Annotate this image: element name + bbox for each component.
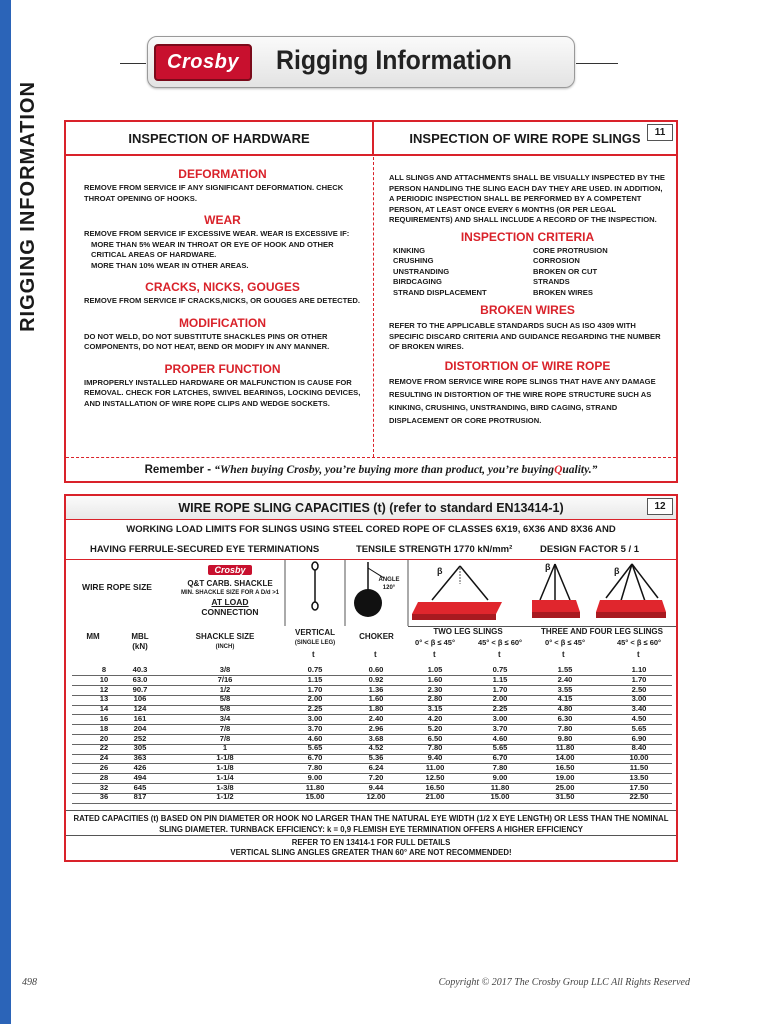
wll-description: WORKING LOAD LIMITS FOR SLINGS USING STEEL CORED ROPE OF CLASSES 6X19, 6X36 AND 8X36 AND HAVING FERRULE-SECURED EYE TERMINATIONS TENSILE STRENGTH 1770 kN/mm² DESIGN FACTOR 5 / 1 xyxy=(66,520,676,560)
table-cell: 10 xyxy=(99,674,109,684)
table-cell: 6.50 xyxy=(427,733,443,743)
wear-item-2: MORE THAN 10% WEAR IN OTHER AREAS. xyxy=(91,260,249,270)
table-cell: 5.36 xyxy=(368,753,384,763)
table-cell: 252 xyxy=(133,733,147,743)
shackle-header: Crosby Q&T CARB. SHACKLE MIN. SHACKLE SIZE FOR A D/d >1 AT LOAD CONNECTION xyxy=(180,565,280,617)
table-cell: 20 xyxy=(99,733,109,743)
table-cell: 204 xyxy=(133,723,147,733)
table-cell: 817 xyxy=(133,792,147,802)
table-cell: 6.24 xyxy=(368,763,384,772)
cracks-title: CRACKS, NICKS, GOUGES xyxy=(145,280,300,294)
col-shackle-size: SHACKLE SIZE (INCH) xyxy=(195,632,255,650)
table-cell: 14 xyxy=(99,704,109,714)
table-cell: 2.40 xyxy=(368,714,384,723)
table-cell: 2.96 xyxy=(368,723,384,733)
table-cell: 106 xyxy=(133,694,147,704)
table-cell: 21.00 xyxy=(425,792,445,802)
range-four-low: 0° < β ≤ 45° xyxy=(545,638,585,647)
table-cell: 7/16 xyxy=(217,674,233,684)
criteria-item: CORE PROTRUSION xyxy=(533,245,608,255)
table-cell: 22 xyxy=(99,743,109,753)
table-cell: 16 xyxy=(99,714,109,723)
unit-t: t xyxy=(433,650,436,659)
col-two-leg: TWO LEG SLINGS xyxy=(433,627,503,636)
proper-function-text: IMPROPERLY INSTALLED HARDWARE OR MALFUNCTION IS CAUSE FOR REMOVAL. CHECK FOR LATCHES, SWIVEL BEARINGS, LOCKING DEVICES, AND INSTALLATION OF WIRE ROPE CLIPS AND WEDGE SOCKETS. xyxy=(84,377,361,408)
modification-text: DO NOT WELD, DO NOT SUBSTITUTE SHACKLES PINS OR OTHER COMPONENTS, DO NOT HEAT, BEND OR MODIFY IN ANY MANNER. xyxy=(84,331,330,351)
table-row xyxy=(66,784,676,793)
panel-number: 12 xyxy=(647,498,673,515)
header-banner xyxy=(147,36,575,88)
table-cell: 1.10 xyxy=(631,665,647,674)
table-cell: 0.92 xyxy=(368,674,384,684)
table-cell: 90.7 xyxy=(132,684,148,694)
table-cell: 11.80 xyxy=(305,782,325,792)
criteria-item: BIRDCAGING xyxy=(393,277,442,286)
inspection-panel xyxy=(64,120,678,483)
table-row xyxy=(66,695,676,704)
table-cell: 2.25 xyxy=(492,704,508,714)
table-cell: 1-3/8 xyxy=(216,782,234,792)
table-cell: 63.0 xyxy=(132,674,148,684)
table-cell: 494 xyxy=(133,772,147,782)
table-cell: 3.00 xyxy=(307,714,323,723)
table-cell: 2.80 xyxy=(427,694,443,704)
table-cell: 4.50 xyxy=(631,714,647,723)
table-cell: 7.80 xyxy=(307,763,323,772)
three-leg-sling-icon xyxy=(532,564,580,618)
table-cell: 9.44 xyxy=(368,782,384,792)
header-rule-right xyxy=(576,63,618,64)
table-cell: 22.50 xyxy=(629,792,649,802)
wear-title: WEAR xyxy=(204,213,241,227)
vertical-sling-icon xyxy=(312,562,318,610)
table-row xyxy=(66,735,676,744)
table-cell: 3/4 xyxy=(219,714,231,723)
remember-line: Remember - “When buying Crosby, you’re buying more than product, you’re buying Q uality.” xyxy=(66,457,676,481)
table-cell: 1.70 xyxy=(492,684,508,694)
unit-t: t xyxy=(498,650,501,659)
table-cell: 1/2 xyxy=(219,684,231,694)
beta-symbol: β xyxy=(437,566,443,576)
crosby-logo: Crosby xyxy=(154,44,252,81)
table-cell: 4.60 xyxy=(492,733,508,743)
table-cell: 32 xyxy=(99,782,109,792)
table-cell: 11.80 xyxy=(490,782,510,792)
table-cell: 15.00 xyxy=(490,792,510,802)
table-cell: 1.70 xyxy=(631,674,647,684)
table-cell: 2.25 xyxy=(307,704,323,714)
table-cell: 426 xyxy=(133,763,147,772)
table-cell: 1.15 xyxy=(307,674,323,684)
table-cell: 9.40 xyxy=(427,753,443,763)
capacities-panel xyxy=(64,494,678,862)
wear-text: REMOVE FROM SERVICE IF EXCESSIVE WEAR. WEAR IS EXCESSIVE IF: xyxy=(84,229,350,238)
table-cell: 3.55 xyxy=(557,684,573,694)
unit-t: t xyxy=(312,650,315,659)
table-row xyxy=(66,764,676,773)
distortion-title: DISTORTION OF WIRE ROPE xyxy=(444,358,611,373)
hardware-heading: INSPECTION OF HARDWARE xyxy=(66,122,374,156)
table-cell: 1.05 xyxy=(427,665,443,674)
table-cell: 10.00 xyxy=(629,753,649,763)
table-cell: 6.70 xyxy=(492,753,508,763)
table-cell: 25.00 xyxy=(555,782,575,792)
modification-title: MODIFICATION xyxy=(178,315,267,330)
criteria-item: CRUSHING xyxy=(393,256,434,265)
table-cell: 2.00 xyxy=(492,694,508,704)
unit-t: t xyxy=(637,650,640,659)
table-cell: 3.68 xyxy=(368,733,384,743)
table-cell: 7.80 xyxy=(427,743,443,753)
criteria-item: BROKEN WIRES xyxy=(533,287,593,297)
table-cell: 1.70 xyxy=(307,684,323,694)
table-cell: 161 xyxy=(133,714,147,723)
table-cell: 3/8 xyxy=(219,665,231,674)
deformation-text: REMOVE FROM SERVICE IF ANY SIGNIFICANT DEFORMATION. CHECK THROAT OPENING OF HOOKS. xyxy=(84,183,344,203)
table-cell: 6.90 xyxy=(631,733,647,743)
table-cell: 0.60 xyxy=(368,665,384,674)
table-cell: 7/8 xyxy=(219,723,231,733)
table-cell: 12.50 xyxy=(425,772,445,782)
table-row xyxy=(66,715,676,724)
table-cell: 1.60 xyxy=(427,674,443,684)
crosby-mini-logo: Crosby xyxy=(208,565,251,575)
standard-note: REFER TO EN 13414-1 FOR FULL DETAILS VERTICAL SLING ANGLES GREATER THAN 60° ARE NOT RECOMMENDED! xyxy=(230,838,512,857)
table-cell: 1.80 xyxy=(368,704,384,714)
table-cell: 3.00 xyxy=(492,714,508,723)
table-cell: 363 xyxy=(133,753,147,763)
beta-symbol: β xyxy=(614,566,620,576)
table-cell: 1.15 xyxy=(492,674,508,684)
four-leg-sling-icon xyxy=(596,564,666,618)
table-cell: 1-1/4 xyxy=(216,772,234,782)
table-cell: 5.65 xyxy=(492,743,508,753)
table-cell: 24 xyxy=(99,753,109,763)
col-choker: CHOKER xyxy=(359,632,394,641)
table-cell: 7.80 xyxy=(557,723,573,733)
unit-t: t xyxy=(374,650,377,659)
table-cell: 4.20 xyxy=(427,714,443,723)
table-row xyxy=(66,676,676,685)
table-cell: 12.00 xyxy=(366,792,386,802)
table-cell: 13.50 xyxy=(629,772,649,782)
table-cell: 36 xyxy=(99,792,109,802)
table-cell: 19.00 xyxy=(555,772,575,782)
hardware-column xyxy=(66,157,374,457)
table-cell: 7.80 xyxy=(492,763,508,772)
table-cell: 0.75 xyxy=(492,665,508,674)
table-cell: 11.00 xyxy=(425,763,445,772)
table-cell: 26 xyxy=(99,763,109,772)
slings-column xyxy=(375,157,676,457)
table-cell: 18 xyxy=(99,723,109,733)
table-cell: 8.40 xyxy=(631,743,647,753)
table-cell: 17.50 xyxy=(629,782,649,792)
header-rule-left xyxy=(120,63,146,64)
table-cell: 13 xyxy=(99,694,109,704)
proper-function-title: PROPER FUNCTION xyxy=(164,361,281,376)
criteria-item: STRAND DISPLACEMENT xyxy=(393,287,487,297)
page-title: Rigging Information xyxy=(276,45,512,75)
table-cell: 4.60 xyxy=(307,733,323,743)
col-mm: MM xyxy=(86,632,100,641)
slings-intro: ALL SLINGS AND ATTACHMENTS SHALL BE VISUALLY INSPECTED BY THE PERSON HANDLING THE SLING EACH DAY THEY ARE USED. IN ADDITION, A PERIODIC INSPECTION SHALL BE PERFORMED BY A COMPETENT PERSON, AT LEAST ONCE EVERY 6 MONTHS (OR PER LEGAL REQUIREMENTS) AND SHALL INCLUDE A RECORD OF THE INSPECTION. xyxy=(389,173,665,224)
table-cell: 9.00 xyxy=(492,772,508,782)
table-cell: 3.70 xyxy=(307,723,323,733)
table-cell: 2.40 xyxy=(557,674,573,684)
table-row xyxy=(66,744,676,753)
table-cell: 14.00 xyxy=(555,753,575,763)
table-cell: 2.00 xyxy=(307,694,323,704)
criteria-item: KINKING xyxy=(393,245,426,255)
table-cell: 16.50 xyxy=(555,763,575,772)
criteria-title: INSPECTION CRITERIA xyxy=(460,229,595,244)
criteria-item: CORROSION xyxy=(533,256,580,265)
table-cell: 2.30 xyxy=(427,684,443,694)
table-cell: 8 xyxy=(101,665,107,674)
cracks-text: REMOVE FROM SERVICE IF CRACKS,NICKS, OR GOUGES ARE DETECTED. xyxy=(84,296,360,305)
table-cell: 3.40 xyxy=(631,704,647,714)
table-cell: 5.65 xyxy=(307,743,323,753)
table-cell: 31.50 xyxy=(555,792,575,802)
table-cell: 9.80 xyxy=(557,733,573,743)
table-cell: 11.80 xyxy=(555,743,575,753)
table-row xyxy=(66,774,676,783)
table-cell: 5.65 xyxy=(631,723,647,733)
row-divider xyxy=(72,803,672,804)
range-two-high: 45° < β ≤ 60° xyxy=(477,638,523,647)
table-cell: 1.60 xyxy=(368,694,384,704)
table-cell: 1-1/8 xyxy=(216,753,234,763)
slings-heading: INSPECTION OF WIRE ROPE SLINGS xyxy=(374,122,676,156)
criteria-item: UNSTRANDING xyxy=(393,266,450,276)
broken-wires-text: REFER TO THE APPLICABLE STANDARDS SUCH AS ISO 4309 WITH SPECIFIC DISCARD CRITERIA AND GUIDANCE REGARDING THE NUMBER OF BROKEN WIRES. xyxy=(389,321,661,351)
table-cell: 1.36 xyxy=(368,684,384,694)
wire-rope-size-label: WIRE ROPE SIZE xyxy=(82,582,152,592)
col-mbl: MBL (kN) xyxy=(131,632,149,651)
table-cell: 5/8 xyxy=(219,704,231,714)
wear-item-1: MORE THAN 5% WEAR IN THROAT OR EYE OF HOOK AND OTHER CRITICAL AREAS OF HARDWARE. xyxy=(91,239,334,259)
table-cell: 6.70 xyxy=(307,753,323,763)
table-cell: 3.00 xyxy=(631,694,647,704)
table-cell: 16.50 xyxy=(425,782,445,792)
unit-t: t xyxy=(562,650,565,659)
table-cell: 7/8 xyxy=(219,733,231,743)
table-cell: 12 xyxy=(99,684,109,694)
two-leg-sling-icon xyxy=(412,566,502,620)
table-cell: 1-1/8 xyxy=(216,763,234,772)
criteria-item: BROKEN OR CUT xyxy=(533,266,598,276)
table-cell: 0.75 xyxy=(307,665,323,674)
criteria-list xyxy=(389,246,666,299)
table-row xyxy=(66,754,676,763)
table-row xyxy=(66,705,676,714)
table-cell: 305 xyxy=(133,743,147,753)
table-cell: 124 xyxy=(133,704,147,714)
table-cell: 1 xyxy=(222,743,228,753)
deformation-title: DEFORMATION xyxy=(178,167,267,181)
table-cell: 28 xyxy=(99,772,109,782)
table-cell: 6.30 xyxy=(557,714,573,723)
capacities-title: WIRE ROPE SLING CAPACITIES (t) (refer to standard EN13414-1) xyxy=(66,496,676,520)
table-cell: 11.50 xyxy=(629,763,649,772)
side-title: RIGGING INFORMATION xyxy=(16,80,39,332)
range-two-low: 0° < β ≤ 45° xyxy=(415,638,455,647)
table-row xyxy=(66,686,676,695)
table-row xyxy=(66,725,676,734)
angle-label: ANGLE 120° xyxy=(378,577,400,591)
distortion-text: REMOVE FROM SERVICE WIRE ROPE SLINGS THAT HAVE ANY DAMAGE RESULTING IN DISTORTION OF THE WIRE ROPE STRUCTURE SUCH AS KINKING, CRUSHING, UNSTRANDING, BIRD CAGING, STRAND DISPLACEMENT OR CORE PROTRUSION. xyxy=(389,376,656,425)
table-cell: 5/8 xyxy=(219,694,231,704)
panel-number: 11 xyxy=(647,124,673,141)
table-cell: 645 xyxy=(133,782,147,792)
table-cell: 7.20 xyxy=(368,772,384,782)
broken-wires-title: BROKEN WIRES xyxy=(480,303,575,317)
table-cell: 3.70 xyxy=(492,723,508,733)
table-cell: 4.80 xyxy=(557,704,573,714)
copyright: Copyright © 2017 The Crosby Group LLC All Rights Reserved xyxy=(438,977,690,988)
beta-symbol: β xyxy=(545,562,551,572)
table-row xyxy=(66,793,676,802)
table-cell: 1-1/2 xyxy=(216,792,234,802)
col-vertical: VERTICAL (SINGLE LEG) xyxy=(294,628,336,646)
table-cell: 5.20 xyxy=(427,723,443,733)
table-cell: 9.00 xyxy=(307,772,323,782)
table-cell: 2.50 xyxy=(631,684,647,694)
table-cell: 4.52 xyxy=(368,743,384,753)
table-cell: 1.55 xyxy=(557,665,573,674)
table-cell: 3.15 xyxy=(427,704,443,714)
capacity-note: RATED CAPACITIES (t) BASED ON PIN DIAMETER OR HOOK NO LARGER THAN THE NATURAL EYE WIDTH (1/2 X EYE LENGTH) OR LESS THAN THE NOMINAL SLING DIAMETER. TURNBACK EFFICIENCY: k = 0,9 FLEMISH EYE TERMINATION OFFERS A HIGHER EFFICIENCY xyxy=(66,810,676,836)
table-cell: 4.15 xyxy=(557,694,573,704)
sling-diagrams xyxy=(66,560,676,626)
range-four-high: 45° < β ≤ 60° xyxy=(616,638,662,647)
table-cell: 15.00 xyxy=(305,792,325,802)
sling-diagram-art xyxy=(66,560,676,626)
table-row xyxy=(66,666,676,675)
page-number: 498 xyxy=(22,977,37,988)
col-three-four-leg: THREE AND FOUR LEG SLINGS xyxy=(541,627,663,636)
table-cell: 40.3 xyxy=(132,665,148,674)
criteria-item: STRANDS xyxy=(533,277,570,286)
